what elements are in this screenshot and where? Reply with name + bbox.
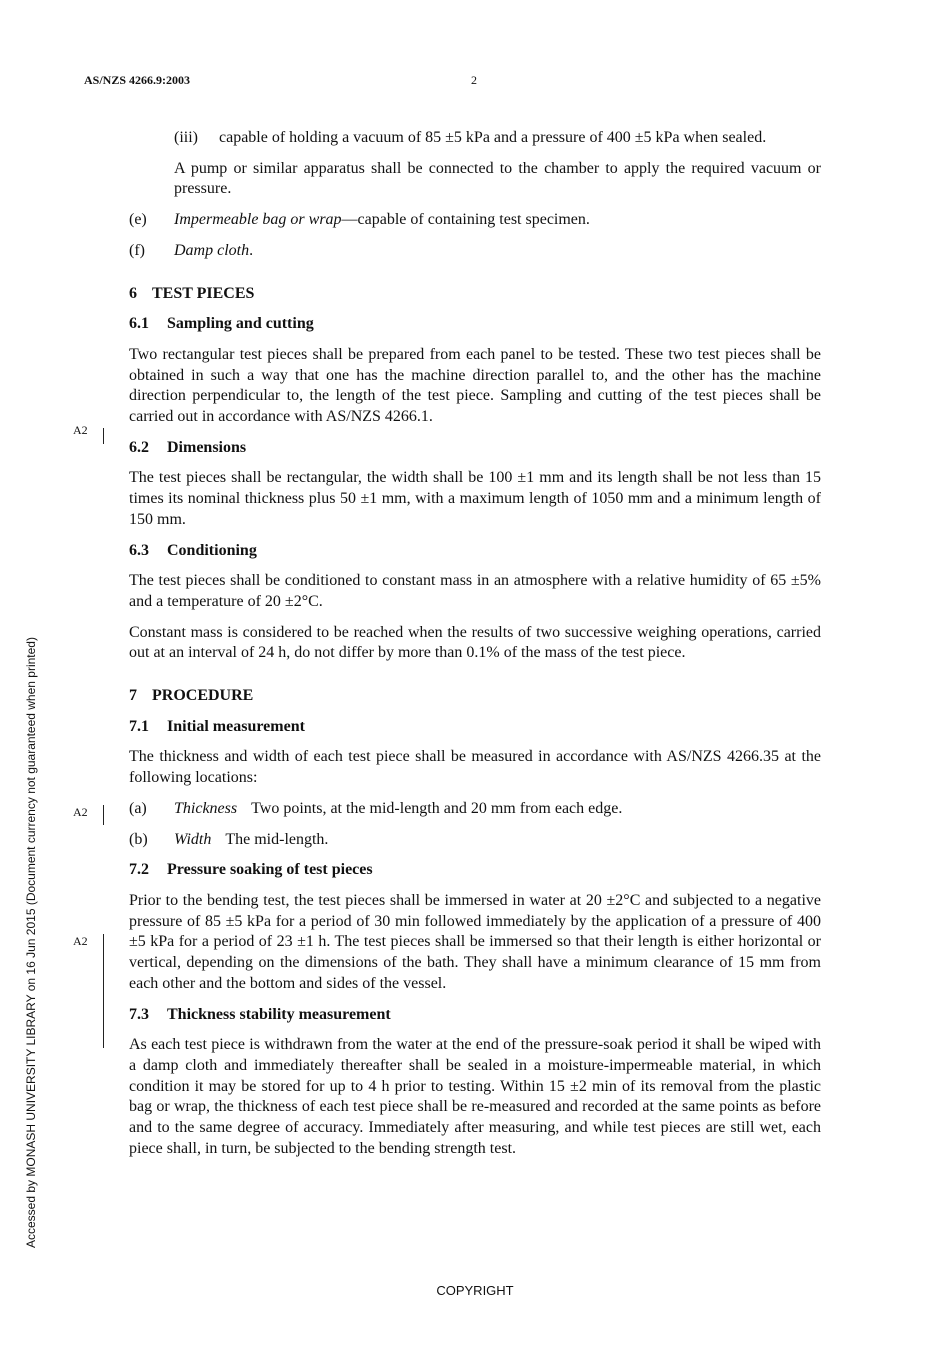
list-text: Width The mid-length. [174,830,329,848]
paragraph: The test pieces shall be rectangular, the width shall be 100 ±1 mm and its length shall be not less than 15 times its nominal thickness plus 50 ±1 mm, with a maximum length of 1050 mm and a minimum length of 150 mm. [129,469,821,528]
subsection-heading: 6.1 Sampling and cutting [129,315,314,333]
document-body [129,128,821,1159]
list-text: Thickness Two points, at the mid-length and 20 mm from each edge. [174,799,623,817]
copyright-footer: COPYRIGHT [436,1283,514,1298]
section-heading: 7 PROCEDURE [129,687,254,705]
list-label: (f) [129,241,145,259]
paragraph: Two rectangular test pieces shall be prepared from each panel to be tested. These two test pieces shall be obtained in such a way that one has the machine direction parallel to, and the other has the machine direction perpendicular to, the length of the test piece. Sampling and cutting of the test pieces shall be carried out in accordance with AS/NZS 4266.1. [129,345,821,426]
list-text: Impermeable bag or wrap—capable of containing test specimen. [174,211,590,229]
list-label: (iii) [174,129,198,146]
list-item-e [129,210,821,231]
amendment-bar [103,934,104,1048]
list-label: (e) [129,211,147,229]
list-item-iii [174,128,821,149]
list-text: capable of holding a vacuum of 85 ±5 kPa and a pressure of 400 ±5 kPa when sealed. [219,129,767,146]
list-term: Thickness [174,799,238,817]
amendment-bar [103,805,104,825]
list-term: Damp cloth [174,241,250,259]
amendment-marker: A2 [73,423,88,437]
amendment-marker: A2 [73,805,88,819]
subsection-heading: 7.1 Initial measurement [129,717,305,735]
list-label: (a) [129,799,147,817]
list-label: (b) [129,830,148,848]
subsection-heading: 7.3 Thickness stability measurement [129,1005,391,1023]
list-term: Impermeable bag or wrap [174,211,342,229]
list-item-a [129,799,821,820]
paragraph: As each test piece is withdrawn from the water at the end of the pressure-soak period it shall be wiped with a damp cloth and immediately thereafter shall be sealed in a moisture-impermeable material, in which condition it may be stored for up to 4 h prior to testing. Within 15 ±2 min of its removal from the plastic bag or wrap, the thickness of each test piece shall be re-measured and recorded at the same points as before and to the same degree of accuracy. Immediately after measuring, and while test pieces are still wet, each piece shall, in turn, be subjected to the bending strength test. [129,1036,821,1157]
paragraph: The test pieces shall be conditioned to constant mass in an atmosphere with a relative humidity of 65 ±5% and a temperature of 20 ±2°C. [129,572,821,610]
paragraph: Prior to the bending test, the test pieces shall be immersed in water at 20 ±2°C and subjected to a negative pressure of 85 ±5 kPa for a period of 30 min followed immediately by the application of a pressure of 400 ±5 kPa for a period of 23 ±1 h. The test pieces shall be immersed so that their length is either horizontal or vertical, depending on the dimensions of the bath. They shall have a minimum clearance of 15 mm from each other and the bottom and sides of the vessel. [129,891,821,992]
paragraph: The thickness and width of each test piece shall be measured in accordance with AS/NZS 4266.35 at the following locations: [129,748,821,787]
access-notice: Accessed by MONASH UNIVERSITY LIBRARY on 16 Jun 2015 (Document currency not guaranteed when printed) [24,637,38,1248]
page-number: 2 [471,73,477,87]
list-term: Width [174,830,212,848]
subsection-heading: 6.3 Conditioning [129,541,257,559]
list-item-b [129,830,821,851]
list-text: Damp cloth. [174,241,254,259]
list-item-f [129,241,821,262]
section-heading: 6 TEST PIECES [129,284,255,302]
amendment-marker: A2 [73,934,88,948]
paragraph: Constant mass is considered to be reached when the results of two successive weighing operations, carried out at an interval of 24 h, do not differ by more than 0.1% of the mass of the test piece. [129,623,821,662]
pump-paragraph: A pump or similar apparatus shall be connected to the chamber to apply the required vacuum or pressure. [174,159,821,198]
amendment-bar [103,428,104,444]
subsection-heading: 7.2 Pressure soaking of test pieces [129,861,373,879]
subsection-heading: 6.2 Dimensions [129,438,247,456]
standard-designation: AS/NZS 4266.9:2003 [84,73,191,87]
